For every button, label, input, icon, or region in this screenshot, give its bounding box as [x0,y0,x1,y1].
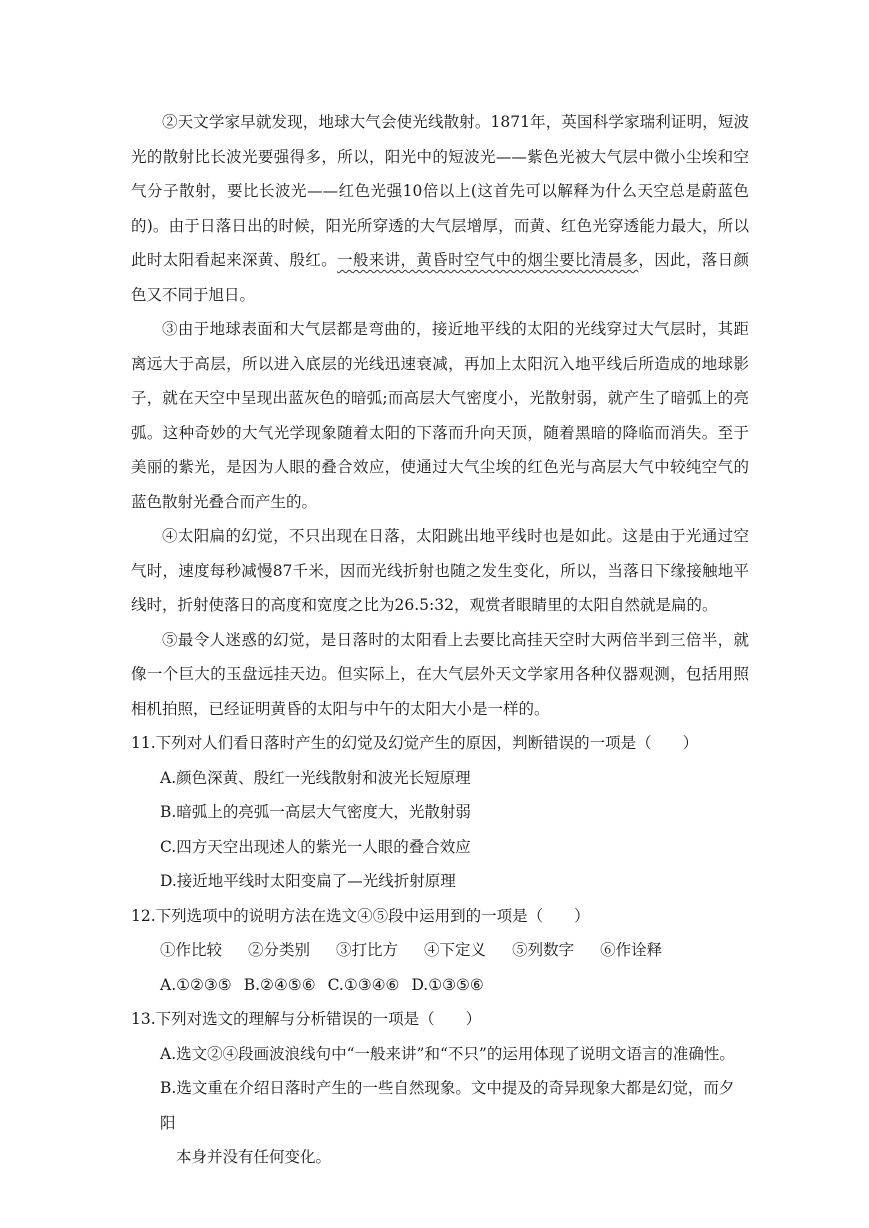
method-item: ④下定义 [424,941,487,959]
paragraph-5: ⑤最令人迷惑的幻觉，是日落时的太阳看上去要比高挂天空时大两倍半到三倍半，就像一个巨大的玉盘远挂天边。但实际上，在大气层外天文学家用各种仪器观测，包括用照相机拍照，已经证明黄昏的太阳与中午的太阳大小是一样的。 [131,630,749,718]
question-11-option-a: A.颜色深黄、殷红一光线散射和波光长短原理 [160,768,471,787]
method-item: ①作比较 [160,941,223,959]
method-item: ③打比方 [336,941,399,959]
question-13-option-b: B.选文重在介绍日落时产生的一些自然现象。文中提及的奇异现象大都是幻觉，而夕阳 [160,1079,735,1132]
paragraph-2 [131,105,749,312]
method-item: ⑤列数字 [512,941,575,959]
question-13-option-b-continued: 本身并没有任何变化。 [176,1148,332,1166]
question-12-option-c: C.①③④⑥ [327,975,400,994]
question-13-stem: 13.下列对选文的理解与分析错误的一项是（ ） [131,1010,482,1028]
method-item: ②分类别 [248,941,311,959]
paragraph-4: ④太阳扁的幻觉，不只出现在日落，太阳跳出地平线时也是如此。这是由于光通过空气时，速度每秒减慢87千米，因而光线折射也随之发生变化，所以，当落日下缘接触地平线时，折射使落日的高度和宽度之比为26.5:32，观赏者眼睛里的太阳自然就是扁的。 [131,527,749,614]
paragraph-3: ③由于地球表面和大气层都是弯曲的，接近地平线的太阳的光线穿过大气层时，其距离远大于高层，所以进入底层的光线迅速衰减，再加上太阳沉入地平线后所造成的地球影子，就在天空中呈现出蓝灰色的暗弧;而高层大气密度小，光散射弱，就产生了暗弧上的亮弧。这种奇妙的大气光学现象随着太阳的下落而升向天顶，随着黑暗的降临而消失。至于美丽的紫光，是因为人眼的叠合效应，使通过大气尘埃的红色光与高层大气中较纯空气的蓝色散射光叠合而产生的。 [131,320,749,511]
question-13-option-a: A.选文②④段画波浪线句中“一般来讲”和“不只”的运用体现了说明文语言的准确性。 [160,1044,735,1063]
wavy-underlined-sentence: 一般来讲，黄昏时空气中的烟尘要比清晨多 [337,251,639,269]
paragraph-2-text: ②天文学家早就发现，地球大气会使光线散射。1871年，英国科学家瑞利证明，短波光的散射比长波光要强得多，所以，阳光中的短波光——紫色光被大气层中微小尘埃和空气分子散射，要比长波光——红色光强10倍以上(这首先可以解释为什么天空总是蔚蓝色的)。由于日落日出的时候，阳光所穿透的大气层增厚，而黄、红色光穿透能力最大，所以此时太阳看起来深黄、殷红。 [131,113,749,269]
question-12-option-d: D.①③⑤⑥ [411,975,484,994]
question-12-methods-list [160,933,749,968]
paragraph-2-tail: ，因此，落日颜色又不同于旭日。 [131,251,749,304]
question-11-option-c: C.四方天空出现述人的紫光一人眼的叠合效应 [160,837,471,856]
document-page [131,105,749,1175]
question-12-stem: 12.下列选项中的说明方法在选文④⑤段中运用到的一项是（ ） [131,906,590,925]
method-item: ⑥作诠释 [600,941,663,959]
question-11-option-d: D.接近地平线时太阳变扁了—光线折射原理 [160,872,456,890]
question-12-choices [160,968,749,1003]
question-11-stem: 11.下列对人们看日落时产生的幻觉及幻觉产生的原因，判断错误的一项是（ ） [131,734,699,752]
question-12-option-b: B.②④⑤⑥ [243,975,316,994]
question-11-option-b: B.暗弧上的亮弧一高层大气密度大，光散射弱 [160,803,471,821]
question-12-option-a: A.①②③⑤ [160,975,232,994]
